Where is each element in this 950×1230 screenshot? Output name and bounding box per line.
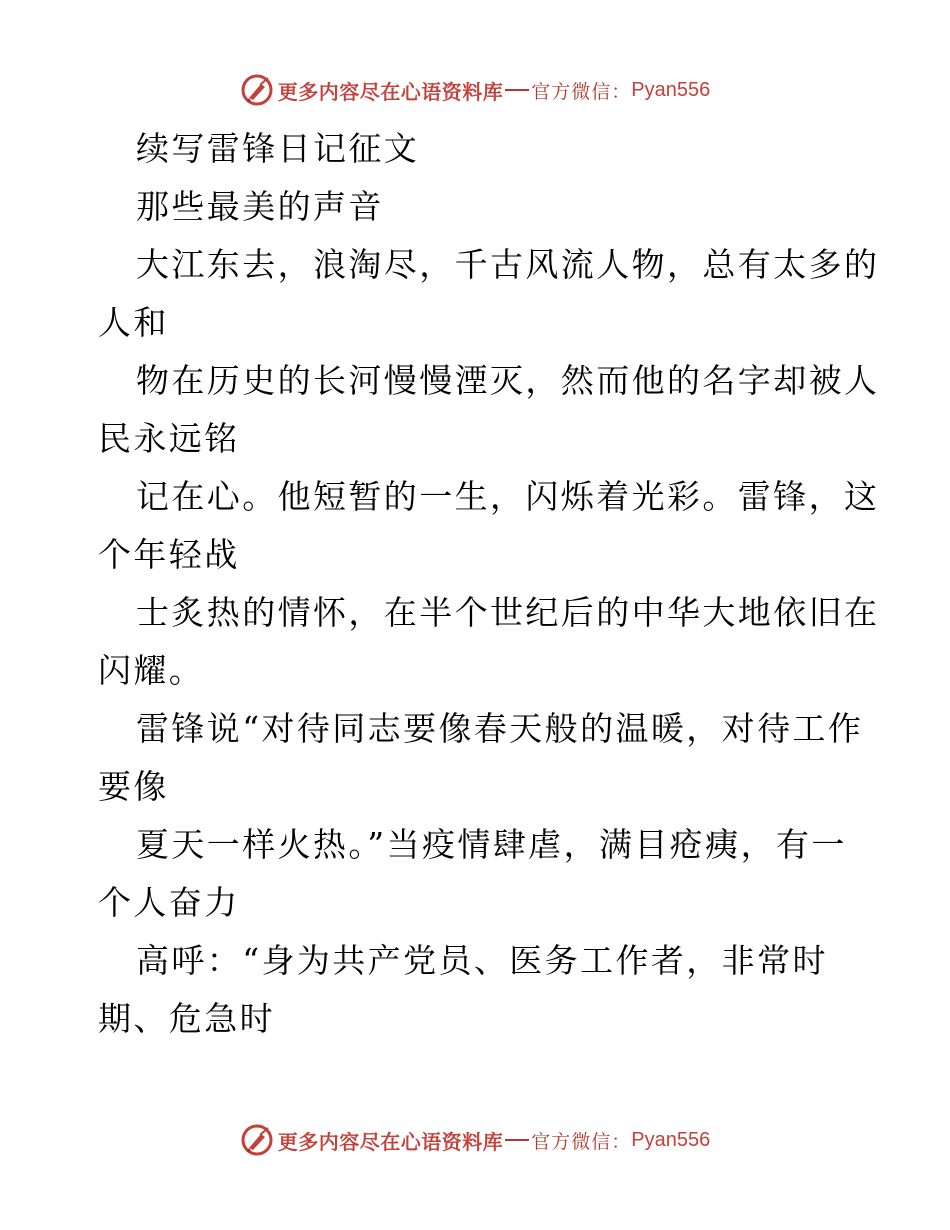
body-line: 记在心。他短暂的一生，闪烁着光彩。雷锋，这: [136, 477, 880, 516]
header-brand: 更多内容尽在心语资料库: [277, 79, 504, 104]
document-body: [98, 120, 880, 1048]
header-dash: [505, 89, 529, 91]
body-line: 雷锋说“对待同志要像春天般的温暖，对待工作: [136, 709, 864, 748]
body-line: 人和: [98, 303, 169, 342]
body-line: 高呼：“身为共产党员、医务工作者，非常时: [136, 941, 828, 980]
pen-logo-icon: [240, 1123, 274, 1157]
footer-brand: 更多内容尽在心语资料库: [277, 1129, 504, 1154]
header-wechat-label: 官方微信：: [531, 80, 632, 103]
pen-logo-icon: [240, 73, 274, 107]
essay-title: 续写雷锋日记征文: [136, 129, 420, 168]
body-line: 闪耀。: [98, 651, 205, 690]
body-line: 个年轻战: [98, 535, 240, 574]
body-line: 士炙热的情怀，在半个世纪后的中华大地依旧在: [136, 593, 880, 632]
body-line: 个人奋力: [98, 883, 240, 922]
page-footer: [0, 1120, 950, 1160]
body-line: 大江东去，浪淘尽，千古风流人物，总有太多的: [136, 245, 880, 284]
header-wechat-id: Pyan556: [631, 78, 711, 101]
footer-wechat-label: 官方微信：: [531, 1130, 632, 1153]
body-line: 物在历史的长河慢慢湮灭，然而他的名字却被人: [136, 361, 880, 400]
essay-subtitle: 那些最美的声音: [136, 187, 384, 226]
page-header: [0, 70, 950, 110]
body-line: 民永远铭: [98, 419, 240, 458]
body-line: 期、危急时: [98, 999, 275, 1038]
footer-dash: [505, 1139, 529, 1141]
body-line: 要像: [98, 767, 169, 806]
body-line: 夏天一样火热。”当疫情肆虐，满目疮痍，有一: [136, 825, 847, 864]
footer-wechat-id: Pyan556: [631, 1128, 711, 1151]
